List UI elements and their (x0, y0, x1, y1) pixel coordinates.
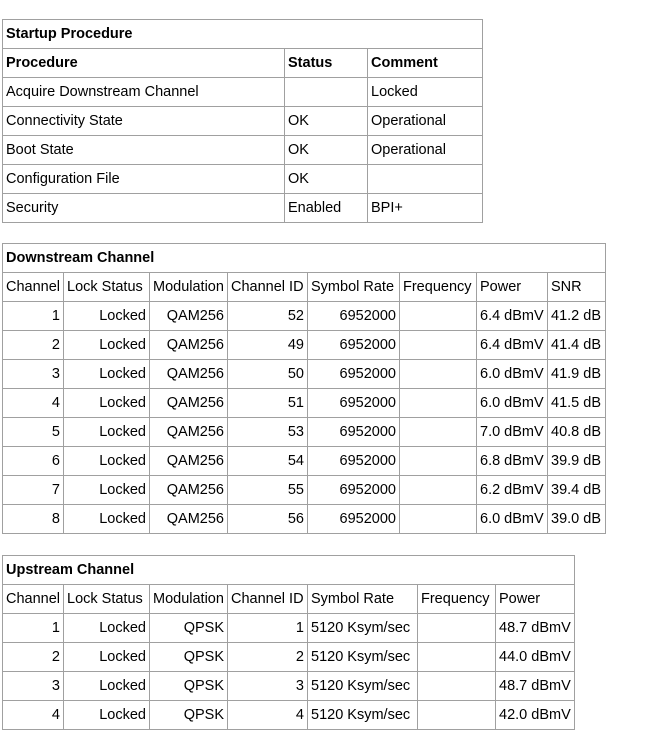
status-cell: OK (285, 165, 368, 194)
symbol-rate-cell: 6952000 (308, 476, 400, 505)
channel-id-cell: 56 (228, 505, 308, 534)
startup-row (3, 78, 483, 107)
upstream-row (3, 643, 575, 672)
header-frequency: Frequency (400, 273, 477, 302)
startup-title-row (3, 20, 483, 49)
channel-id-cell: 1 (228, 614, 308, 643)
modulation-cell: QPSK (150, 614, 228, 643)
comment-cell: Locked (368, 78, 483, 107)
lock-status-cell: Locked (64, 418, 150, 447)
procedure-cell: Security (3, 194, 285, 223)
startup-row (3, 136, 483, 165)
modulation-cell: QAM256 (150, 476, 228, 505)
procedure-cell: Boot State (3, 136, 285, 165)
modulation-cell: QAM256 (150, 302, 228, 331)
symbol-rate-cell: 6952000 (308, 360, 400, 389)
comment-cell (368, 165, 483, 194)
power-cell: 6.8 dBmV (477, 447, 548, 476)
channel-id-cell: 2 (228, 643, 308, 672)
lock-status-cell: Locked (64, 302, 150, 331)
channel-cell: 2 (3, 331, 64, 360)
procedure-cell: Connectivity State (3, 107, 285, 136)
power-cell: 6.4 dBmV (477, 331, 548, 360)
symbol-rate-cell: 6952000 (308, 302, 400, 331)
channel-id-cell: 53 (228, 418, 308, 447)
channel-cell: 1 (3, 302, 64, 331)
header-lock-status: Lock Status (64, 273, 150, 302)
channel-cell: 5 (3, 418, 64, 447)
snr-cell: 41.5 dB (548, 389, 606, 418)
frequency-cell (400, 389, 477, 418)
channel-cell: 3 (3, 672, 64, 701)
startup-row (3, 107, 483, 136)
lock-status-cell: Locked (64, 447, 150, 476)
header-procedure: Procedure (3, 49, 285, 78)
upstream-row (3, 672, 575, 701)
status-cell: OK (285, 107, 368, 136)
upstream-row (3, 701, 575, 730)
channel-id-cell: 49 (228, 331, 308, 360)
power-cell: 6.0 dBmV (477, 389, 548, 418)
channel-cell: 3 (3, 360, 64, 389)
header-channel: Channel (3, 585, 64, 614)
symbol-rate-cell: 5120 Ksym/sec (308, 614, 418, 643)
channel-cell: 2 (3, 643, 64, 672)
symbol-rate-cell: 5120 Ksym/sec (308, 701, 418, 730)
symbol-rate-cell: 5120 Ksym/sec (308, 672, 418, 701)
startup-row (3, 165, 483, 194)
downstream-row (3, 331, 606, 360)
downstream-row (3, 360, 606, 389)
lock-status-cell: Locked (64, 505, 150, 534)
header-status: Status (285, 49, 368, 78)
downstream-header-row (3, 273, 606, 302)
startup-procedure-table (2, 19, 483, 223)
modulation-cell: QPSK (150, 643, 228, 672)
symbol-rate-cell: 6952000 (308, 447, 400, 476)
snr-cell: 40.8 dB (548, 418, 606, 447)
power-cell: 7.0 dBmV (477, 418, 548, 447)
header-channel-id: Channel ID (228, 585, 308, 614)
downstream-row (3, 418, 606, 447)
header-power: Power (496, 585, 575, 614)
symbol-rate-cell: 6952000 (308, 505, 400, 534)
status-cell: OK (285, 136, 368, 165)
power-cell: 6.2 dBmV (477, 476, 548, 505)
frequency-cell (418, 614, 496, 643)
modulation-cell: QAM256 (150, 447, 228, 476)
frequency-cell (400, 505, 477, 534)
frequency-cell (418, 701, 496, 730)
frequency-cell (418, 643, 496, 672)
power-cell: 48.7 dBmV (496, 672, 575, 701)
startup-header-row (3, 49, 483, 78)
startup-row (3, 194, 483, 223)
modulation-cell: QPSK (150, 672, 228, 701)
snr-cell: 41.9 dB (548, 360, 606, 389)
upstream-title: Upstream Channel (3, 556, 575, 585)
downstream-title-row (3, 244, 606, 273)
channel-cell: 4 (3, 389, 64, 418)
channel-cell: 4 (3, 701, 64, 730)
frequency-cell (400, 331, 477, 360)
downstream-row (3, 389, 606, 418)
power-cell: 6.0 dBmV (477, 505, 548, 534)
header-power: Power (477, 273, 548, 302)
channel-cell: 7 (3, 476, 64, 505)
channel-cell: 1 (3, 614, 64, 643)
header-modulation: Modulation (150, 273, 228, 302)
symbol-rate-cell: 6952000 (308, 418, 400, 447)
upstream-row (3, 614, 575, 643)
header-comment: Comment (368, 49, 483, 78)
lock-status-cell: Locked (64, 672, 150, 701)
modulation-cell: QAM256 (150, 505, 228, 534)
power-cell: 42.0 dBmV (496, 701, 575, 730)
power-cell: 44.0 dBmV (496, 643, 575, 672)
header-snr: SNR (548, 273, 606, 302)
modulation-cell: QAM256 (150, 360, 228, 389)
frequency-cell (400, 418, 477, 447)
header-symbol-rate: Symbol Rate (308, 273, 400, 302)
header-frequency: Frequency (418, 585, 496, 614)
power-cell: 6.0 dBmV (477, 360, 548, 389)
power-cell: 48.7 dBmV (496, 614, 575, 643)
snr-cell: 41.4 dB (548, 331, 606, 360)
lock-status-cell: Locked (64, 643, 150, 672)
downstream-row (3, 447, 606, 476)
upstream-header-row (3, 585, 575, 614)
lock-status-cell: Locked (64, 614, 150, 643)
header-symbol-rate: Symbol Rate (308, 585, 418, 614)
channel-id-cell: 55 (228, 476, 308, 505)
modulation-cell: QAM256 (150, 418, 228, 447)
lock-status-cell: Locked (64, 701, 150, 730)
procedure-cell: Configuration File (3, 165, 285, 194)
status-cell (285, 78, 368, 107)
symbol-rate-cell: 6952000 (308, 331, 400, 360)
channel-id-cell: 3 (228, 672, 308, 701)
frequency-cell (400, 447, 477, 476)
downstream-row (3, 476, 606, 505)
downstream-row (3, 302, 606, 331)
modulation-cell: QAM256 (150, 389, 228, 418)
frequency-cell (400, 360, 477, 389)
comment-cell: Operational (368, 136, 483, 165)
frequency-cell (400, 476, 477, 505)
downstream-channel-table (2, 243, 606, 534)
modulation-cell: QPSK (150, 701, 228, 730)
snr-cell: 39.0 dB (548, 505, 606, 534)
channel-cell: 8 (3, 505, 64, 534)
header-lock-status: Lock Status (64, 585, 150, 614)
status-cell: Enabled (285, 194, 368, 223)
channel-cell: 6 (3, 447, 64, 476)
lock-status-cell: Locked (64, 389, 150, 418)
frequency-cell (418, 672, 496, 701)
channel-id-cell: 4 (228, 701, 308, 730)
frequency-cell (400, 302, 477, 331)
lock-status-cell: Locked (64, 360, 150, 389)
snr-cell: 39.4 dB (548, 476, 606, 505)
upstream-channel-table (2, 555, 575, 730)
symbol-rate-cell: 5120 Ksym/sec (308, 643, 418, 672)
procedure-cell: Acquire Downstream Channel (3, 78, 285, 107)
lock-status-cell: Locked (64, 476, 150, 505)
channel-id-cell: 50 (228, 360, 308, 389)
modulation-cell: QAM256 (150, 331, 228, 360)
snr-cell: 39.9 dB (548, 447, 606, 476)
channel-id-cell: 51 (228, 389, 308, 418)
comment-cell: BPI+ (368, 194, 483, 223)
channel-id-cell: 54 (228, 447, 308, 476)
upstream-title-row (3, 556, 575, 585)
channel-id-cell: 52 (228, 302, 308, 331)
comment-cell: Operational (368, 107, 483, 136)
header-channel-id: Channel ID (228, 273, 308, 302)
power-cell: 6.4 dBmV (477, 302, 548, 331)
snr-cell: 41.2 dB (548, 302, 606, 331)
header-modulation: Modulation (150, 585, 228, 614)
symbol-rate-cell: 6952000 (308, 389, 400, 418)
header-channel: Channel (3, 273, 64, 302)
startup-title: Startup Procedure (3, 20, 483, 49)
lock-status-cell: Locked (64, 331, 150, 360)
downstream-title: Downstream Channel (3, 244, 606, 273)
downstream-row (3, 505, 606, 534)
